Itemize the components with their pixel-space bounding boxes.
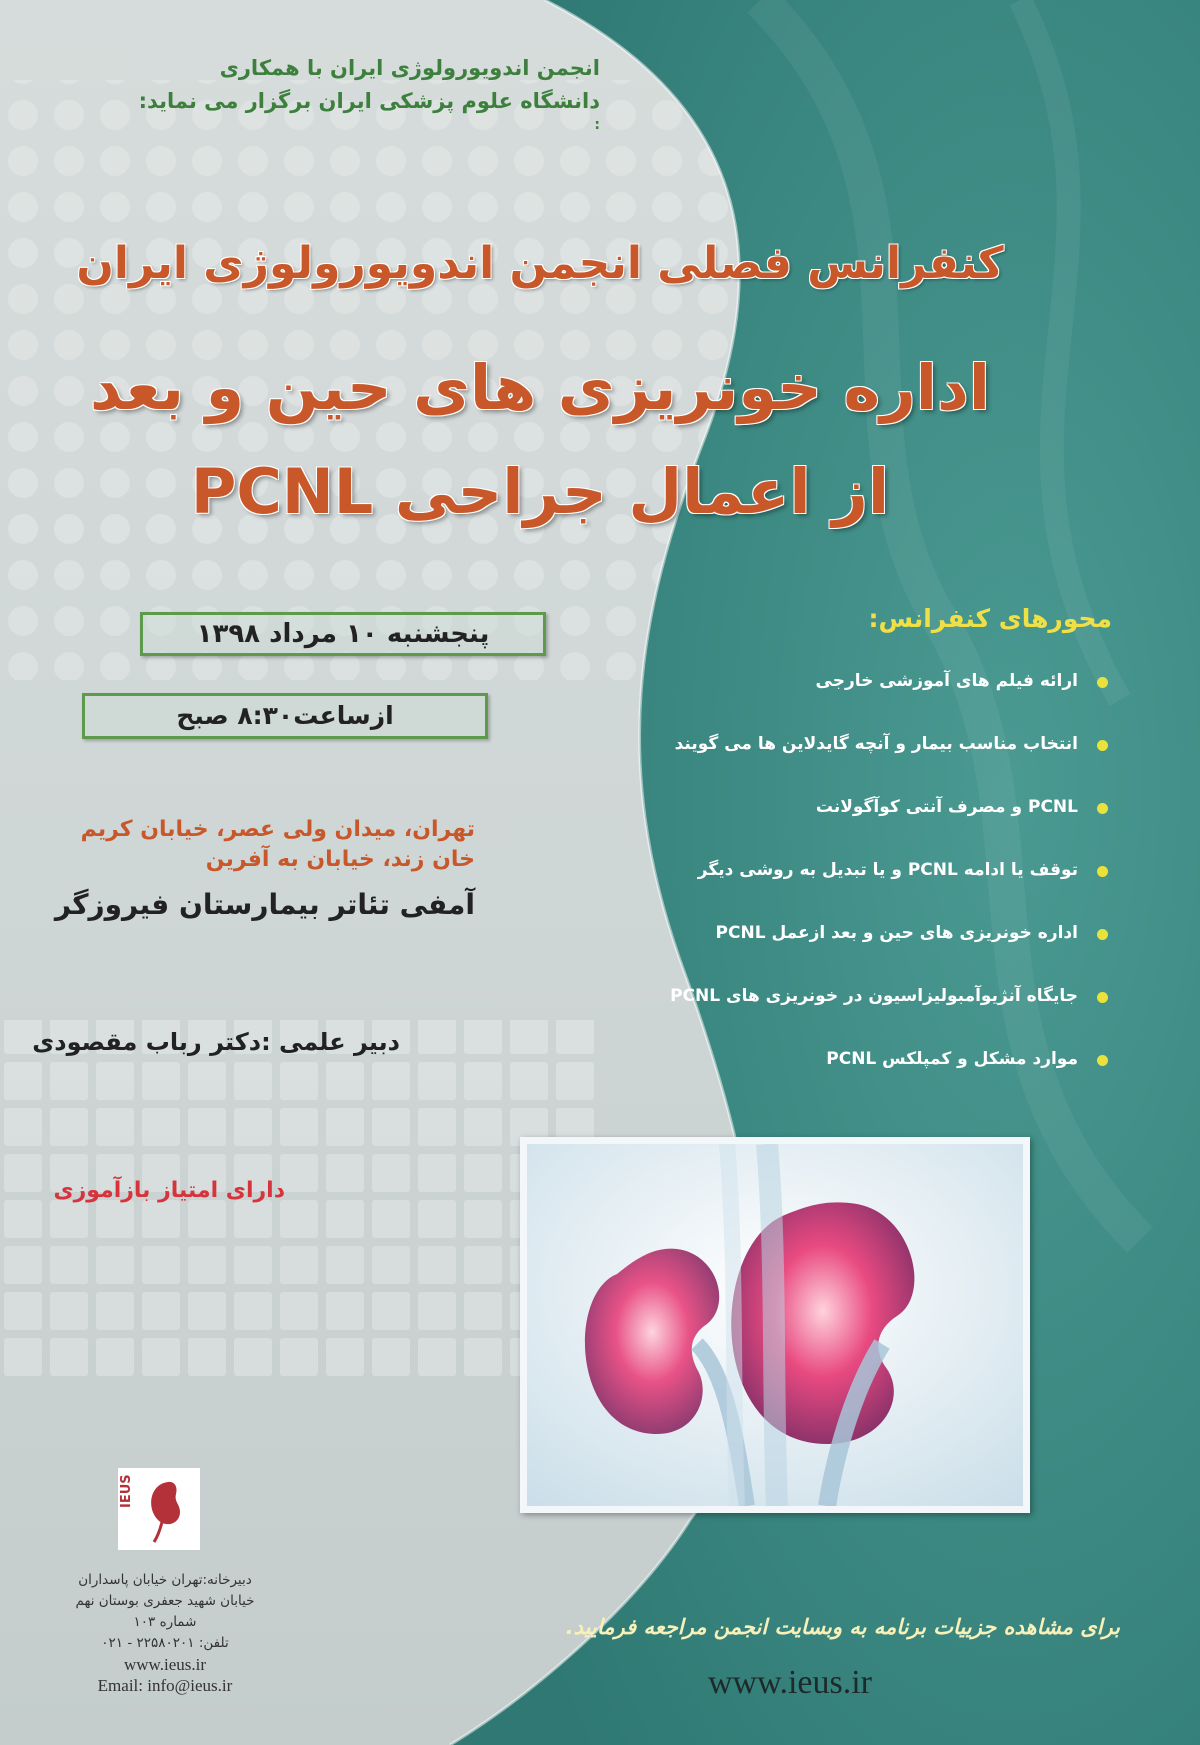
topic-text: انتخاب مناسب بیمار و آنچه گایدلاین ها می گویند xyxy=(674,734,1078,754)
kidney-illustration xyxy=(520,1137,1030,1513)
venue-address xyxy=(15,815,475,875)
topic-text: PCNL و مصرف آنتی کوآگولانت xyxy=(815,797,1078,817)
organizer-line-3: : xyxy=(594,117,600,133)
topic-item xyxy=(572,729,1112,792)
contact-website: www.ieus.ir xyxy=(124,1655,206,1674)
scientific-secretary: دبیر علمی :دکتر رباب مقصودی xyxy=(32,1028,400,1056)
bullet-icon xyxy=(1097,1055,1108,1066)
footer-website-link[interactable]: www.ieus.ir xyxy=(708,1664,872,1701)
topics-list xyxy=(572,666,1112,1107)
bullet-icon xyxy=(1097,677,1108,688)
topic-text: توقف یا ادامه PCNL و یا تبدیل به روشی دیگر xyxy=(697,860,1078,880)
time-box: ازساعت۸:۳۰ صبح xyxy=(82,693,488,739)
kidney-icon xyxy=(527,1144,1023,1506)
contact-line-2: خیابان شهید جعفری بوستان نهم xyxy=(75,1593,255,1609)
contact-info xyxy=(30,1570,300,1696)
topic-text: موارد مشکل و کمپلکس PCNL xyxy=(826,1049,1078,1069)
bullet-icon xyxy=(1097,740,1108,751)
main-title-line-2: از اعمال جراحی PCNL xyxy=(190,455,890,528)
bullet-icon xyxy=(1097,992,1108,1003)
topic-text: جایگاه آنژیوآمبولیزاسیون در خونریزی های PCNL xyxy=(670,986,1078,1006)
ieus-logo xyxy=(118,1468,200,1550)
venue-name: آمفی تئاتر بیمارستان فیروزگر xyxy=(54,888,475,921)
logo-text: IEUS xyxy=(119,1474,134,1508)
topics-heading: محورهای کنفرانس: xyxy=(868,604,1112,633)
topic-item xyxy=(572,1044,1112,1107)
topic-item xyxy=(572,918,1112,981)
cme-credit: دارای امتیاز بازآموزی xyxy=(53,1178,285,1203)
website-call-to-action: برای مشاهده جزییات برنامه به وبسایت انجمن مراجعه فرمایید. xyxy=(565,1615,1120,1639)
topic-item xyxy=(572,666,1112,729)
topic-item xyxy=(572,981,1112,1044)
date-box: پنجشنبه ۱۰ مرداد ۱۳۹۸ xyxy=(140,612,546,656)
address-line-2: خان زند، خیابان به آفرین xyxy=(205,847,475,872)
contact-line-3: شماره ۱۰۳ xyxy=(133,1614,197,1630)
address-line-1: تهران، میدان ولی عصر، خیابان کریم xyxy=(80,817,475,842)
topic-text: اداره خونریزی های حین و بعد ازعمل PCNL xyxy=(715,923,1078,943)
topic-item xyxy=(572,855,1112,918)
contact-line-1: دبیرخانه:تهران خیابان پاسداران xyxy=(78,1572,252,1588)
conference-title: کنفرانس فصلی انجمن اندویورولوژی ایران xyxy=(76,238,1004,289)
contact-phone: تلفن: ۲۲۵۸۰۲۰۱ - ۰۲۱ xyxy=(101,1635,229,1651)
ieus-logo-icon xyxy=(118,1468,200,1550)
bullet-icon xyxy=(1097,803,1108,814)
organizer-line-1: انجمن اندویورولوژی ایران با همکاری xyxy=(219,56,600,80)
topic-item xyxy=(572,792,1112,855)
bullet-icon xyxy=(1097,866,1108,877)
bullet-icon xyxy=(1097,929,1108,940)
contact-email: Email: info@ieus.ir xyxy=(97,1676,233,1695)
organizer-line-2: دانشگاه علوم پزشکی ایران برگزار می نماید: xyxy=(138,89,600,113)
topic-text: ارائه فیلم های آموزشی خارجی xyxy=(815,671,1078,691)
organizer-statement xyxy=(40,52,600,132)
main-title-line-1: اداره خونریزی های حین و بعد xyxy=(89,351,991,424)
